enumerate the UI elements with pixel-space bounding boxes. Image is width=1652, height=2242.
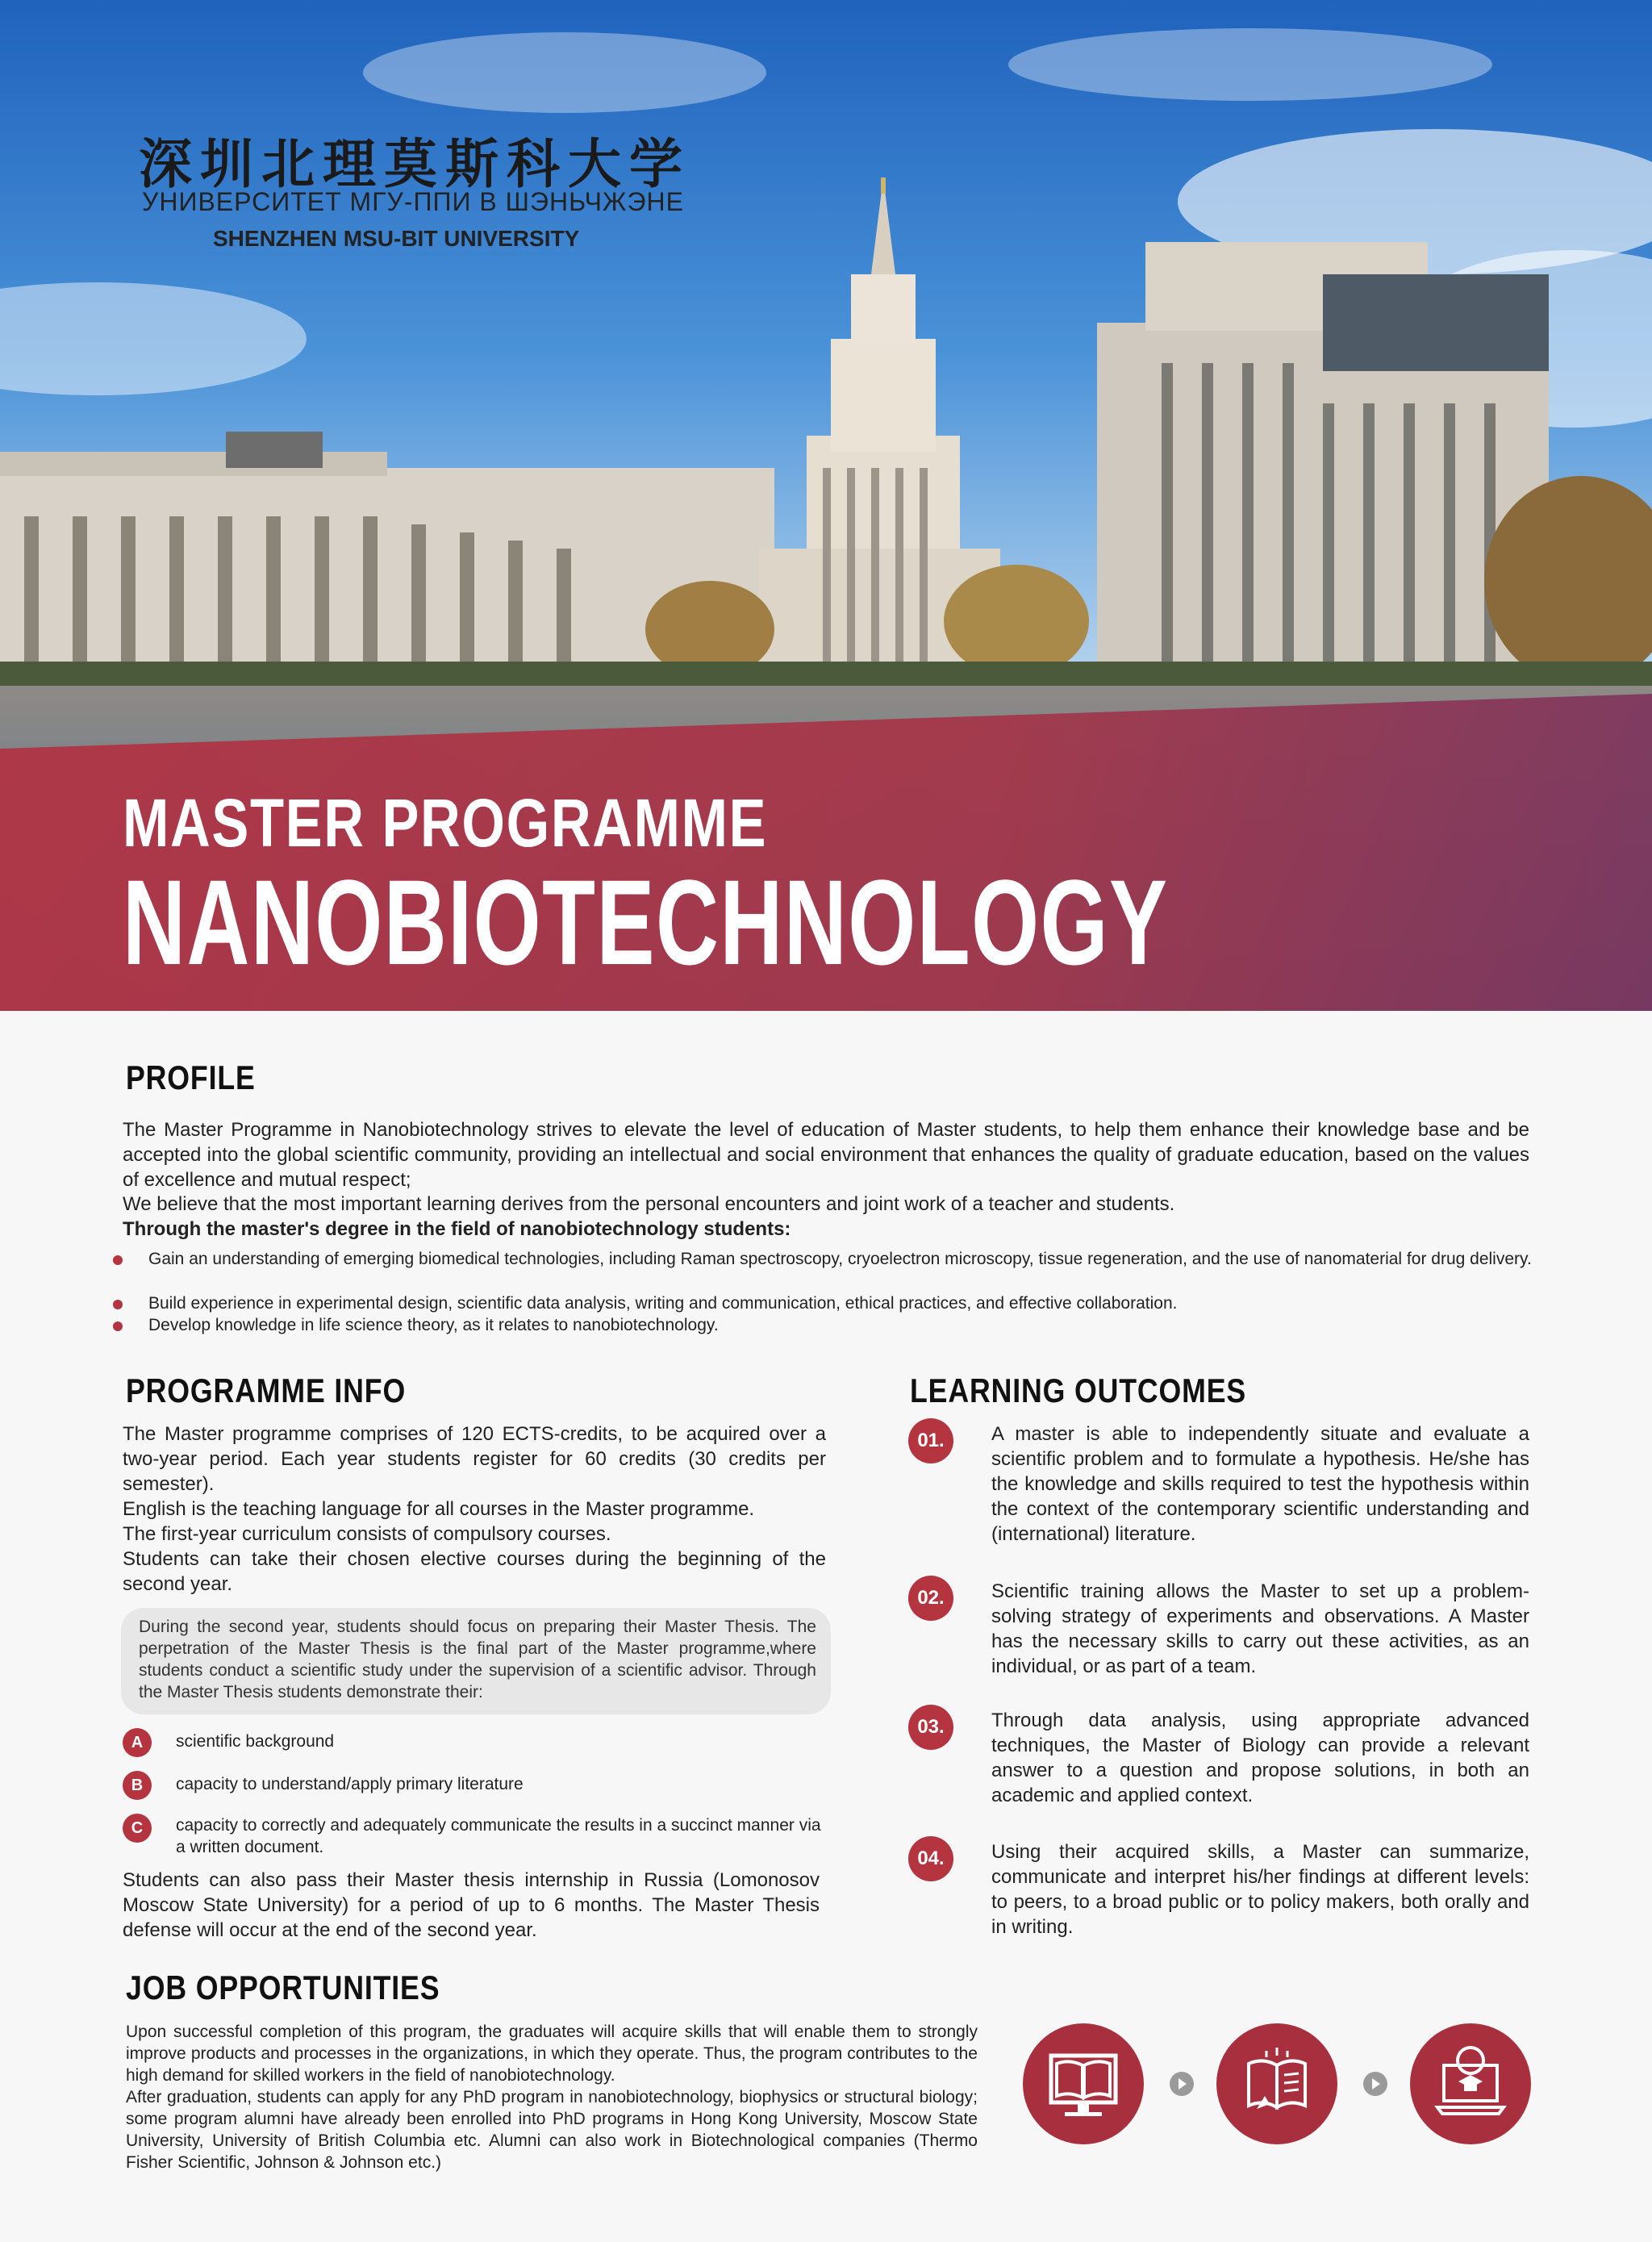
item-text-c: capacity to correctly and adequately communicate the results in a succinct manner via a written document. — [176, 1816, 821, 1856]
outcome-text-4: Using their acquired skills, a Master can summarize, communicate and interpret his/her findings at different levels: to peers, to a broad public or to policy makers, both orally and in writing. — [991, 1841, 1529, 1938]
profile-bullet: Gain an understanding of emerging biomedical technologies, including Raman spectroscopy, cryoelectron microscopy, tissue regeneration, and the use of nanomaterial for drug delivery. — [121, 1248, 1549, 1270]
computer-book-icon — [1023, 2023, 1144, 2144]
programme-info-paragraph-1: The Master programme comprises of 120 ECTS-credits, to be acquired over a two-year period. Each year students register for 60 credits (30 credits per semester). — [123, 1423, 826, 1495]
thesis-info-text: During the second year, students should focus on preparing their Master Thesis. The perpetration of the Master Thesis is the final part of the Master programme,where students conduct a scientific study under the supervision of a scientific advisor. Through the Master Thesis students demonstrate their: — [139, 1618, 816, 1701]
item-badge-a: A — [123, 1728, 152, 1757]
profile-bullet: Develop knowledge in life science theory, as it relates to nanobiotechnology. — [121, 1314, 1549, 1336]
profile-heading: PROFILE — [126, 1058, 256, 1096]
programme-info-paragraph-2: English is the teaching language for all courses in the Master programme. — [123, 1498, 755, 1520]
item-badge-c: C — [123, 1814, 152, 1843]
outcome-number-1: 01. — [908, 1418, 953, 1463]
item-text-b: capacity to understand/apply primary literature — [176, 1775, 524, 1793]
programme-info-closing: Students can also pass their Master thesis internship in Russia (Lomonosov Moscow State University) for a period of up to 6 months. The Master Thesis defense will occur at the end of the second year. — [123, 1869, 820, 1941]
outcome-number-2: 02. — [908, 1576, 953, 1621]
programme-title-line2: NANOBIOTECHNOLOGY — [123, 854, 1169, 990]
profile-paragraph-2: We believe that the most important learning derives from the personal encounters and joint work of a teacher and students. — [123, 1193, 1175, 1215]
outcome-number-3: 03. — [908, 1705, 953, 1750]
ebook-icon — [1216, 2023, 1337, 2144]
outcome-number-4: 04. — [908, 1836, 953, 1881]
hero-banner — [0, 0, 1652, 1011]
arrow-right-icon — [1363, 2072, 1387, 2096]
profile-bullet: Build experience in experimental design, scientific data analysis, writing and communication, ethical practices, and effective collaboration. — [121, 1292, 1549, 1314]
learning-outcomes-heading: LEARNING OUTCOMES — [910, 1372, 1247, 1409]
profile-lead: Through the master's degree in the field of nanobiotechnology students: — [123, 1218, 791, 1240]
outcome-text-1: A master is able to independently situate and evaluate a scientific problem and to formulate a hypothesis. He/she has the knowledge and skills required to test the hypothesis within the context of the contemporary scientific understanding and (international) literature. — [991, 1423, 1529, 1545]
arrow-right-icon — [1170, 2072, 1194, 2096]
programme-info-paragraph-3: The first-year curriculum consists of compulsory courses. — [123, 1523, 611, 1545]
programme-title-line1: MASTER PROGRAMME — [123, 785, 768, 861]
job-paragraph-1: Upon successful completion of this program, the graduates will acquire skills that will enable them to strongly improve products and processes in the organizations, in which they operate. Thus, the program contributes to the high demand for skilled workers in the field of nanobiotechnology. — [126, 2023, 978, 2085]
university-name-russian: УНИВЕРСИТЕТ МГУ-ППИ В ШЭНЬЧЖЭНЕ — [142, 187, 684, 216]
university-logo-chinese: 深圳北理莫斯科大学 — [139, 132, 690, 195]
programme-info-heading: PROGRAMME INFO — [126, 1372, 407, 1409]
graduation-laptop-icon — [1410, 2023, 1531, 2144]
outcome-text-2: Scientific training allows the Master to set up a problem-solving strategy of experiments and observations. A Master has the necessary skills to carry out these activities, as an individual, or as part of a team. — [991, 1580, 1529, 1677]
job-paragraph-2: After graduation, students can apply for any PhD program in nanobiotechnology, biophysics or structural biology; some program alumni have already been enrolled into PhD programs in Hong Kong University, Moscow State University, University of British Columbia etc. Alumni can also work in Biotechnological companies (Thermo Fisher Scientific, Johnson & Johnson etc.) — [126, 2088, 978, 2172]
programme-info-paragraph-4: Students can take their chosen elective courses during the beginning of the second year. — [123, 1548, 826, 1595]
profile-paragraph-1: The Master Programme in Nanobiotechnology strives to elevate the level of education of Master students, to help them enhance their knowledge base and be accepted into the global scientific community, providing an intellectual and social environment that enhances the quality of graduate education, based on the values of excellence and mutual respect; — [123, 1119, 1529, 1191]
item-text-a: scientific background — [176, 1732, 335, 1751]
item-badge-b: B — [123, 1771, 152, 1800]
university-name-english: SHENZHEN MSU-BIT UNIVERSITY — [213, 226, 580, 251]
outcome-text-3: Through data analysis, using appropriate advanced techniques, the Master of Biology can provide a relevant answer to a question and propose solutions, in both an academic and applied context. — [991, 1710, 1529, 1806]
job-opportunities-heading: JOB OPPORTUNITIES — [126, 1969, 440, 2006]
